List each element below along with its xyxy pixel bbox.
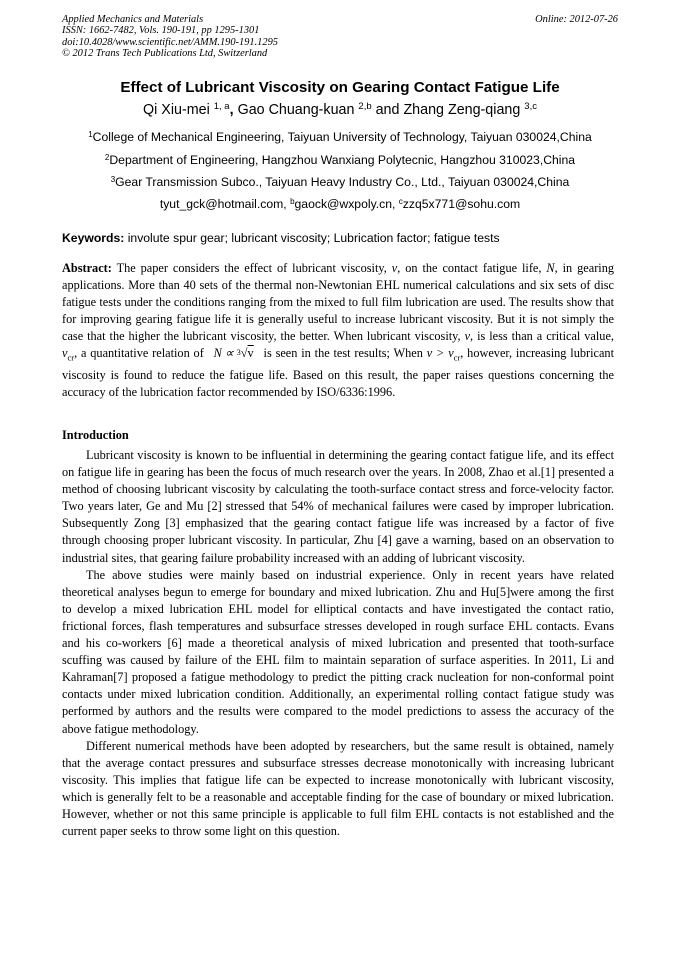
online-date: Online: 2012-07-26 [535,14,618,25]
keywords [62,230,618,246]
abstract-text-2: , on the contact fatigue life, [397,261,542,275]
email-3-sup: c [398,197,403,206]
intro-paragraph-1: Lubricant viscosity is known to be influential in determining the gearing contact fatigue life, and its effect on fatigue life in gearing has been the focus of much research over the years. In 2008, Zhao et al.[1] presented a method of choosing lubricant viscosity by calculating the tooth-surface contact stress and force-velocity factor. Two years later, Ge and Mu [2] stressed that 54% of mechanical failures were cased by improper lubrication. Subsequently Zong [3] emphasized that the gearing contact fatigue life was increased by a factor of five through choosing proper lubricant viscosity. In particular, Zhu [4] gave a warning, based on an observation to industrial sites, that gearing failure probability increased with an adding of lubricant viscosity. [62,448,614,565]
doi-line: doi:10.4028/www.scientific.net/AMM.190-191.1295 [62,36,278,48]
author-and: and [375,102,400,118]
abstract-text-4: , is less than a critical value, [470,329,614,344]
journal-name: Applied Mechanics and Materials [62,14,204,25]
issn-line: ISSN: 1662-7482, Vols. 190-191, pp 1295-1301 [62,25,260,37]
symbol-vcr-sub: cr [67,352,75,363]
keywords-text: involute spur gear; lubricant viscosity; Lubrication factor; fatigue tests [127,231,500,245]
author-1: Qi Xiu-mei [143,102,210,118]
copyright-line: © 2012 Trans Tech Publications Ltd, Switzerland [62,48,268,60]
author-line [62,100,618,120]
intro-paragraph-3: Different numerical methods have been adopted by researchers, but the same result is obtained, namely that the average contact pressures and subsurface stresses decrease monotonically with increasing lubricant viscosity. This implies that fatigue life can be expected to increase monotonically with lubricant viscosity, which is generally felt to be a reasonable and acceptable finding for the case of boundary or mixed lubrication. However, whether or not this same principle is applicable to full film EHL contacts is not established and the current paper seeks to throw some light on this question. [62,738,614,839]
root-index: 3 [236,348,241,358]
symbol-vcr: v [62,346,68,361]
affiliation-2 [62,152,618,168]
author-3-sup: 3,c [524,101,537,112]
section-heading-introduction: Introduction [62,428,129,442]
affiliation-1 [62,129,618,145]
keywords-label: Keywords: [62,231,125,245]
author-2-sup: 2,b [358,101,372,112]
author-1-sup: 1, a [213,101,230,112]
cube-root-relation: N ∝ $^3$√v [213,346,254,361]
intro-paragraph-2: The above studies were mainly based on industrial experience. Only in recent years have related theoretical analyses begun to emerge for boundary and mixed lubrication. Zhu and Hu[5]were among the first to develop a mixed lubrication EHL model for elliptical contacts and have investigated the contact ratio, frictional forces, flash temperatures and subsurface stresses developed in rough surface EHL contacts. Evans and his co-workers [6] made a theoretical analysis of mixed lubrication and presented that tooth-surface scuffing was caused by failure of the EHL film to maintain separation of surface asperities. In 2011, Li and Kahraman[7] proposed a fatigue methodology to predict the pitting crack nucleation for non-conformal point contacts under mixed lubrication condition. Additionally, an experimental rolling contact fatigue study was performed by authors and the results were compared to the model predictions to assess the accuracy of the above fatigue methodology. [62,567,614,736]
abstract-text-6: is seen in the test results; When [263,346,423,361]
symbol-v: v [391,261,398,275]
email-1[interactable]: tyut_gck@hotmail.com, [159,197,287,211]
email-3[interactable]: zzq5x771@sohu.com [402,197,521,211]
affiliation-3-text: Gear Transmission Subco., Taiyuan Heavy Industry Co., Ltd., Taiyuan 030024,China [115,175,570,189]
relation-lhs: N ∝ [213,346,234,361]
email-line [62,196,618,212]
abstract [62,260,614,401]
abstract-text-1: The paper considers the effect of lubricant viscosity, [116,261,387,275]
affiliation-1-text: College of Mechanical Engineering, Taiyuan University of Technology, Taiyuan 030024,China [92,130,592,144]
email-2[interactable]: gaock@wxpoly.cn, [294,197,396,211]
author-3: Zhang Zeng-qiang [403,102,521,118]
author-separator: , [229,102,234,118]
running-header [62,14,618,60]
symbol-v-2: v [464,329,471,344]
affiliation-2-sup: 2 [104,153,110,162]
author-2: Gao Chuang-kuan [237,102,355,118]
comparison-sub: cr [453,352,461,363]
root-radicand: v [247,346,254,361]
abstract-text-5: , a quantitative relation of [74,346,204,361]
introduction-body [62,447,614,840]
email-2-sup: b [290,197,295,206]
abstract-label: Abstract: [62,261,112,275]
abstract-text-3: , in gearing applications. More than 40 sets of the thermal non-Newtonian EHL numerical calculations and six sets of disc fatigue tests under the conditions ranging from the mixed to full film lubrication are used. The results show that for improving gearing fatigue life it is generally useful to increase lubricant viscosity. But it is not simply the case that the higher the lubricant viscosity, the better. When lubricant viscosity, [62,261,615,344]
symbol-n: N [546,261,555,275]
affiliation-1-sup: 1 [88,130,93,139]
comparison-v-vcr: v > v [426,346,454,361]
paper-title: Effect of Lubricant Viscosity on Gearing Contact Fatigue Life [120,79,560,96]
abstract-text-7: , however, increasing lubricant viscosity is found to reduce the fatigue life. Based on this result, the paper raises questions concerning the accuracy of the lubrication factor recommended by ISO/6336:1996. [62,346,614,400]
affiliation-3-sup: 3 [110,175,116,184]
affiliation-2-text: Department of Engineering, Hangzhou Wanxiang Polytecnic, Hangzhou 310023,China [109,153,576,167]
affiliation-3 [62,174,618,190]
